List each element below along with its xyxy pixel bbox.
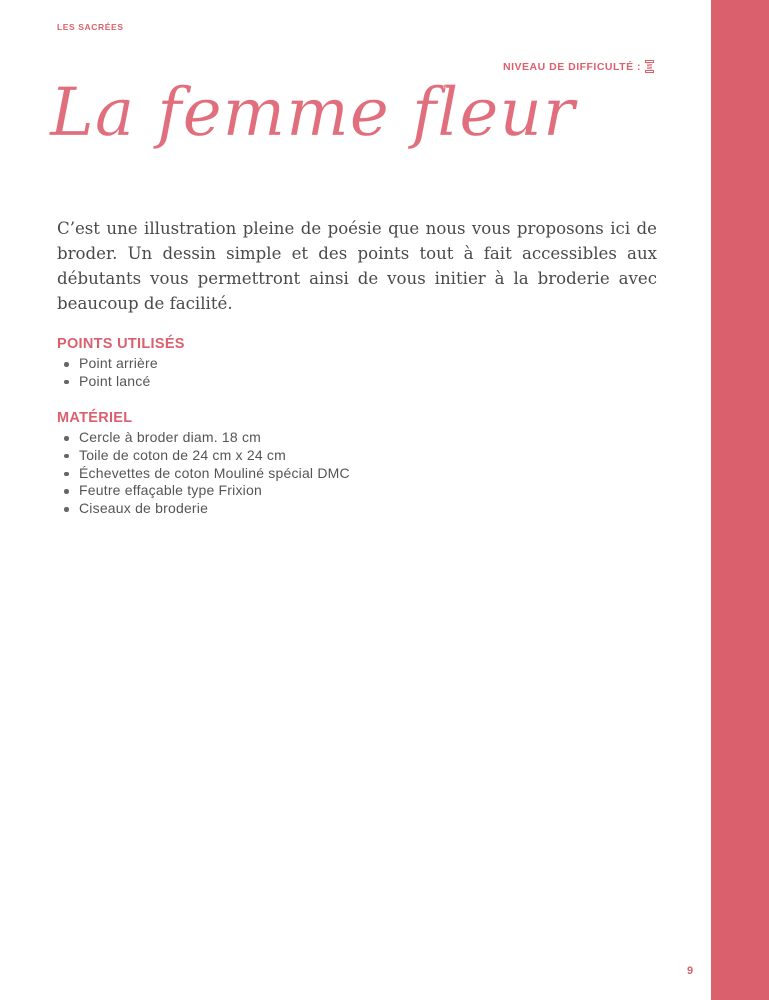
list-item: Point lancé bbox=[63, 373, 158, 391]
list-item: Toile de coton de 24 cm x 24 cm bbox=[63, 447, 350, 465]
side-color-band bbox=[711, 0, 769, 1000]
list-item: Point arrière bbox=[63, 355, 158, 373]
list-item: Ciseaux de broderie bbox=[63, 500, 350, 518]
thread-spool-icon bbox=[645, 60, 654, 73]
materiel-heading: MATÉRIEL bbox=[57, 410, 133, 426]
running-head: LES SACRÉES bbox=[57, 22, 124, 32]
intro-paragraph: C’est une illustration pleine de poésie que nous vous proposons ici de broder. Un dessin simple et des points tout à fait accessibles aux débutants vous permettront ainsi de vous initier à la broderie avec beaucoup de facilité. bbox=[57, 219, 657, 313]
page-title: La femme fleur bbox=[50, 74, 576, 151]
materiel-list bbox=[63, 429, 350, 518]
points-list bbox=[63, 355, 158, 391]
page-number: 9 bbox=[687, 965, 694, 977]
difficulty-label: NIVEAU DE DIFFICULTÉ : bbox=[503, 61, 641, 73]
list-item: Feutre effaçable type Frixion bbox=[63, 482, 350, 500]
list-item: Cercle à broder diam. 18 cm bbox=[63, 429, 350, 447]
list-item: Échevettes de coton Mouliné spécial DMC bbox=[63, 465, 350, 483]
points-heading: POINTS UTILISÉS bbox=[57, 336, 185, 352]
